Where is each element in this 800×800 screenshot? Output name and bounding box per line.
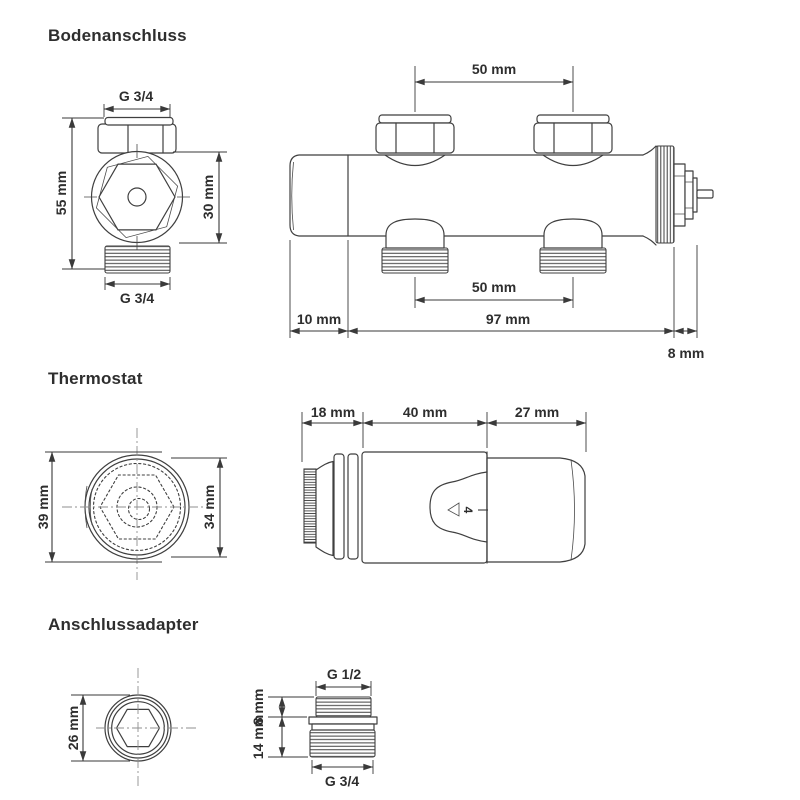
dim-label-body-length: 97 mm (485, 311, 531, 327)
dim-label-valve-thread-bottom: G 3/4 (119, 290, 155, 306)
dim-label-valve-body-diameter: 30 mm (200, 174, 216, 220)
manifold-bottom-port-left (382, 219, 448, 273)
spindle-pin (697, 190, 713, 198)
dim-label-body-length: 40 mm (402, 404, 448, 420)
dim-label-valve-height: 55 mm (53, 170, 69, 216)
adapter-side-view-drawing (250, 666, 377, 789)
dim-label-thermostat-outer-diameter: 39 mm (35, 484, 51, 530)
section-title-thermostat: Thermostat (48, 369, 143, 388)
manifold-bottom-port-right (540, 219, 606, 273)
dim-label-adapter-thread-bottom: G 3/4 (324, 773, 360, 789)
dim-label-thermostat-body-diameter: 34 mm (201, 484, 217, 530)
valve-body (84, 118, 190, 274)
thermostat-side-view-drawing (302, 404, 586, 563)
manifold-top-nut-left (376, 115, 454, 153)
dim-label-bottom-port-spacing: 50 mm (471, 279, 517, 295)
dim-label-adapter-lower-height: 14 mm (250, 714, 266, 760)
dim-label-left-section: 10 mm (296, 311, 342, 327)
manifold-dimensions (290, 61, 704, 361)
dim-label-adapter-thread-top: G 1/2 (326, 666, 362, 682)
section-title-anschlussadapter: Anschlussadapter (48, 615, 199, 634)
scale-value-label: 4 (460, 506, 475, 514)
dim-label-spindle: 8 mm (667, 345, 705, 361)
section-title-bodenanschluss: Bodenanschluss (48, 26, 187, 45)
dim-label-adapter-upper-height: 8 mm (250, 688, 266, 726)
manifold-top-nut-right (534, 115, 612, 153)
thermostat-head (304, 452, 585, 563)
valve-front-view-drawing (53, 88, 227, 306)
adapter-body (309, 697, 377, 757)
manifold-valve-insert (656, 146, 713, 243)
dim-label-knob-length: 27 mm (514, 404, 560, 420)
manifold-side-view-drawing (290, 61, 713, 361)
thermostat-front-view-drawing (35, 428, 227, 580)
dim-label-adapter-diameter: 26 mm (65, 705, 81, 751)
dim-label-top-port-spacing: 50 mm (471, 61, 517, 77)
dim-label-connector-length: 18 mm (310, 404, 356, 420)
adapter-front-view-drawing (65, 668, 197, 788)
dim-label-valve-thread-top: G 3/4 (118, 88, 154, 104)
